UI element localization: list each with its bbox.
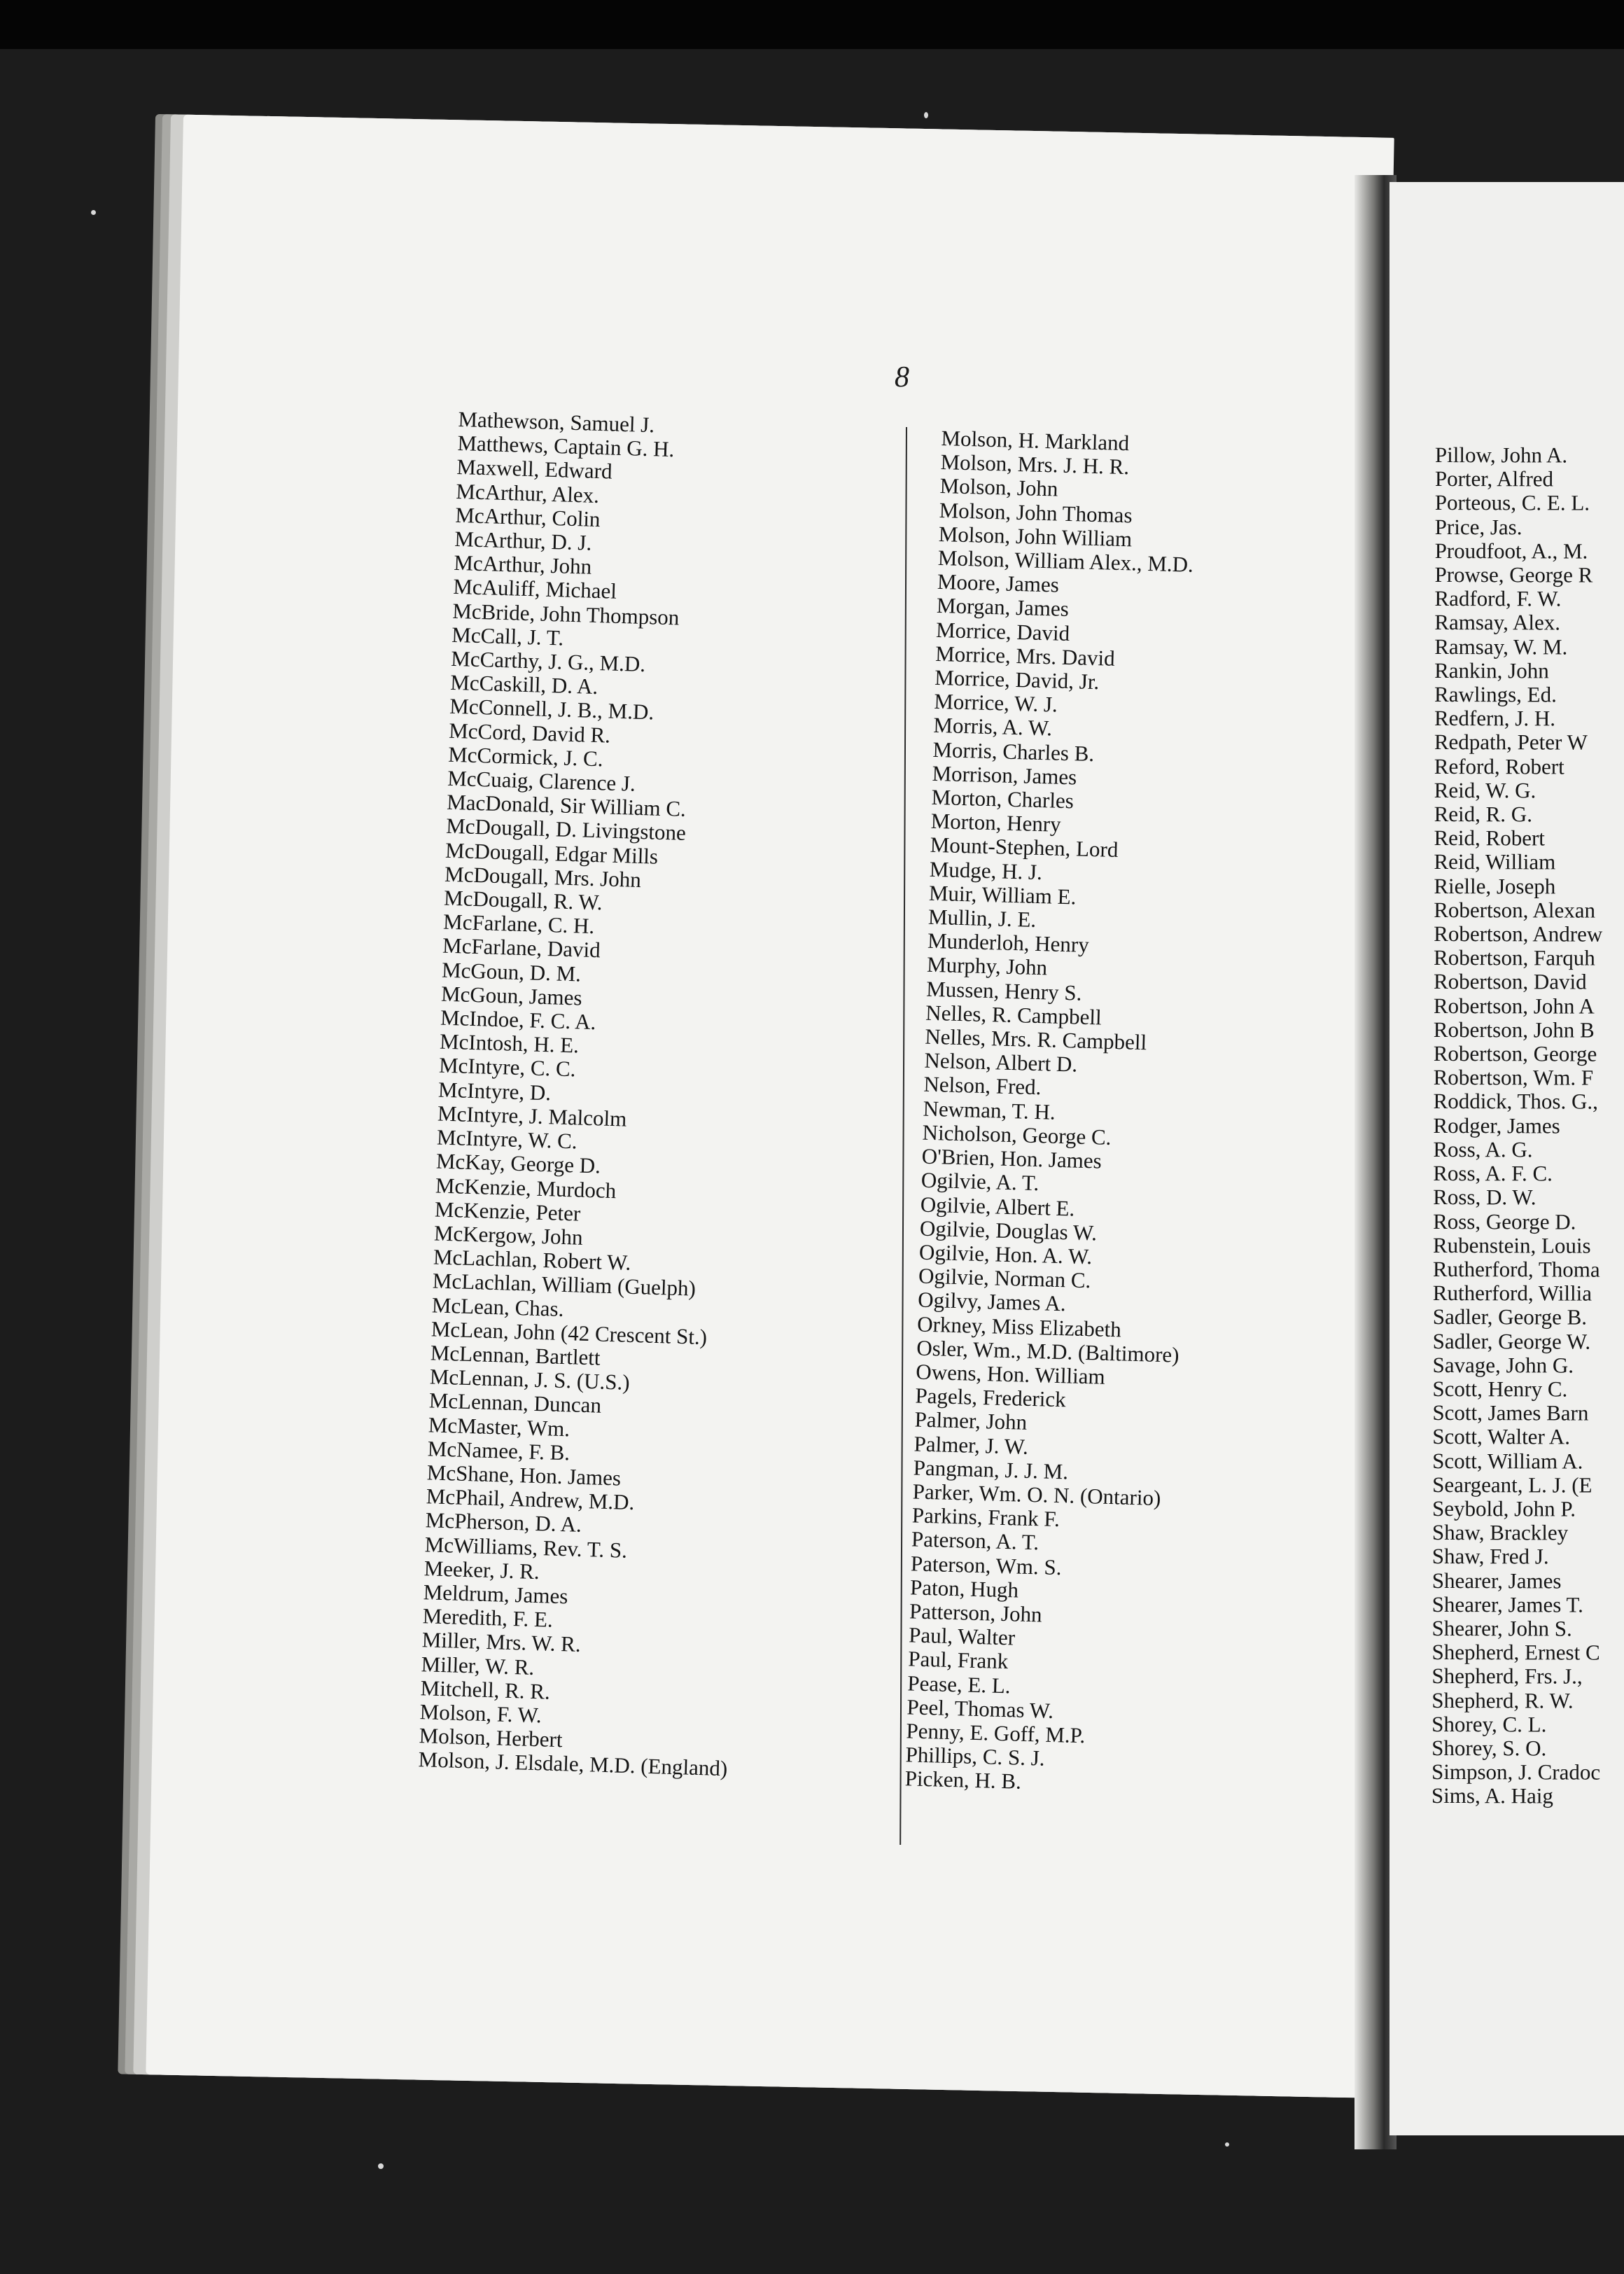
list-item: Morrice, Mrs. David <box>934 641 1116 671</box>
list-item: Parkins, Frank F. <box>911 1502 1060 1532</box>
list-item: Palmer, J. W. <box>913 1431 1029 1459</box>
list-item: Molson, Mrs. J. H. R. <box>940 449 1130 480</box>
name-list-column-1 <box>418 407 767 1781</box>
list-item: Mussen, Henry S. <box>925 976 1082 1005</box>
list-item: Redpath, Peter W <box>1434 730 1588 755</box>
list-item: Meeker, J. R. <box>424 1556 540 1584</box>
dust-speck <box>924 112 928 118</box>
list-item: Price, Jas. <box>1434 514 1522 539</box>
list-item: Parker, Wm. O. N. (Ontario) <box>912 1479 1161 1510</box>
list-item: Reid, William <box>1434 849 1556 874</box>
list-item: McCarthy, J. G., M.D. <box>450 646 646 677</box>
list-item: McKergow, John <box>433 1220 584 1250</box>
list-item: Morris, Charles B. <box>932 737 1095 766</box>
list-item: MacDonald, Sir William C. <box>446 790 687 822</box>
list-item: Molson, F. W. <box>419 1699 542 1728</box>
list-item: Ogilvie, Albert E. <box>920 1192 1075 1221</box>
list-item: Shorey, S. O. <box>1432 1735 1547 1761</box>
list-item: Nelson, Albert D. <box>924 1047 1078 1077</box>
list-item: Picken, H. B. <box>904 1766 1022 1794</box>
list-item: McCormick, J. C. <box>447 741 604 772</box>
list-item: Reid, Robert <box>1434 825 1545 851</box>
list-item: Rodger, James <box>1433 1112 1560 1138</box>
list-item: Robertson, John A <box>1433 993 1595 1019</box>
list-item: Shaw, Brackley <box>1432 1520 1569 1545</box>
list-item: Proudfoot, A., M. <box>1434 538 1588 564</box>
list-item: McPherson, D. A. <box>425 1507 582 1537</box>
list-item: O'Brien, Hon. James <box>921 1143 1102 1173</box>
list-item: McBride, John Thompson <box>451 598 680 630</box>
list-item: Roddick, Thos. G., <box>1433 1089 1598 1115</box>
list-item: McGoun, James <box>440 981 583 1010</box>
list-item: Seybold, John P. <box>1432 1495 1576 1521</box>
list-item: Owens, Hon. William <box>915 1359 1106 1389</box>
list-item: Miller, Mrs. W. R. <box>421 1627 582 1657</box>
list-item: Scott, James Barn <box>1432 1400 1589 1425</box>
list-item: McFarlane, C. H. <box>442 909 595 939</box>
list-item: Mudge, H. J. <box>929 856 1043 884</box>
list-item: Pease, E. L. <box>906 1670 1011 1698</box>
list-item: Paterson, Wm. S. <box>910 1550 1063 1579</box>
list-item: Shearer, James <box>1432 1568 1562 1593</box>
list-item: Mount-Stephen, Lord <box>930 832 1119 863</box>
list-item: Maxwell, Edward <box>456 454 613 484</box>
list-item: Shearer, John S. <box>1432 1615 1572 1641</box>
list-item: Newman, T. H. <box>923 1096 1056 1124</box>
list-item: Pagels, Frederick <box>915 1383 1067 1412</box>
list-item: Ross, A. F. C. <box>1433 1161 1553 1186</box>
list-item: Shaw, Fred J. <box>1432 1544 1549 1569</box>
list-item: Scott, William A. <box>1432 1448 1583 1474</box>
list-item: Mathewson, Samuel J. <box>457 407 655 438</box>
list-item: McArthur, Alex. <box>455 478 600 508</box>
list-item: Morton, Henry <box>930 809 1062 837</box>
list-item: McMaster, Wm. <box>428 1411 570 1441</box>
left-page <box>146 115 1394 2098</box>
list-item: McIndoe, F. C. A. <box>440 1005 596 1035</box>
list-item: Shepherd, R. W. <box>1432 1687 1574 1713</box>
list-item: Sims, A. Haig <box>1431 1783 1553 1808</box>
list-item: Rankin, John <box>1434 657 1549 683</box>
list-item: Molson, John William <box>938 521 1133 552</box>
list-item: Scott, Walter A. <box>1432 1424 1571 1449</box>
list-item: McLennan, J. S. (U.S.) <box>429 1364 631 1395</box>
list-item: McLean, John (42 Crescent St.) <box>430 1316 708 1349</box>
list-item: Ross, George D. <box>1433 1208 1576 1234</box>
list-item: McKenzie, Murdoch <box>435 1173 617 1203</box>
list-item: McIntosh, H. E. <box>439 1028 580 1058</box>
list-item: McConnell, J. B., M.D. <box>449 694 654 725</box>
list-item: Ross, D. W. <box>1433 1185 1536 1210</box>
list-item: Scott, Henry C. <box>1432 1376 1568 1402</box>
list-item: Paterson, A. T. <box>911 1526 1040 1555</box>
list-item: Robertson, George <box>1433 1041 1597 1066</box>
list-item: McPhail, Andrew, M.D. <box>426 1484 635 1515</box>
list-item: Nelles, Mrs. R. Campbell <box>924 1024 1147 1055</box>
list-item: Shorey, C. L. <box>1432 1711 1547 1737</box>
list-item: Shepherd, Ernest C <box>1432 1640 1600 1665</box>
list-item: McKenzie, Peter <box>434 1197 581 1226</box>
list-item: Rutherford, Thoma <box>1432 1256 1600 1282</box>
list-item: Morrice, David <box>935 617 1070 646</box>
list-item: Porteous, C. E. L. <box>1434 490 1590 515</box>
list-item: Pangman, J. J. M. <box>913 1455 1069 1484</box>
list-item: McIntyre, C. C. <box>438 1053 577 1082</box>
list-item: Osler, Wm., M.D. (Baltimore) <box>916 1335 1180 1367</box>
list-item: Meldrum, James <box>423 1579 568 1609</box>
list-item: Shearer, James T. <box>1432 1591 1583 1617</box>
list-item: Morgan, James <box>936 593 1070 622</box>
list-item: Molson, J. Elsdale, M.D. (England) <box>418 1747 728 1781</box>
list-item: Molson, John <box>939 473 1058 501</box>
list-item: Rawlings, Ed. <box>1434 682 1557 707</box>
list-item: Mullin, J. E. <box>927 904 1037 932</box>
list-item: Nelles, R. Campbell <box>925 1000 1102 1030</box>
list-item: Redfern, J. H. <box>1434 706 1556 731</box>
list-item: Muir, William E. <box>928 880 1077 909</box>
list-item: Robertson, John B <box>1433 1017 1595 1042</box>
list-item: Meredith, F. E. <box>422 1603 554 1632</box>
list-item: McIntyre, W. C. <box>436 1124 578 1154</box>
list-item: Molson, H. Markland <box>941 426 1130 456</box>
list-item: McFarlane, David <box>442 933 601 963</box>
list-item: Pillow, John A. <box>1434 442 1568 468</box>
list-item: Ogilvie, Douglas W. <box>919 1215 1098 1246</box>
list-item: Phillips, C. S. J. <box>905 1742 1046 1771</box>
list-item: Sadler, George B. <box>1432 1304 1588 1330</box>
list-item: McArthur, John <box>453 550 592 579</box>
list-item: Reid, R. G. <box>1434 802 1533 827</box>
list-item: Robertson, Alexan <box>1434 897 1596 923</box>
list-item: Ramsay, W. M. <box>1434 634 1568 660</box>
list-item: Mitchell, R. R. <box>420 1675 551 1704</box>
list-item: Reford, Robert <box>1434 753 1564 779</box>
list-item: McCall, J. T. <box>451 622 564 650</box>
list-item: Murphy, John <box>926 952 1048 980</box>
list-item: Rielle, Joseph <box>1434 873 1556 899</box>
page-number: 8 <box>895 361 909 393</box>
list-item: Simpson, J. Cradoc <box>1431 1759 1601 1785</box>
list-item: Paton, Hugh <box>909 1575 1019 1603</box>
list-item: Paul, Walter <box>908 1622 1016 1650</box>
list-item: McDougall, Edgar Mills <box>444 837 659 869</box>
list-item: McAuliff, Michael <box>452 574 617 604</box>
list-item: Savage, John G. <box>1432 1352 1574 1378</box>
list-item: Ogilvie, Norman C. <box>918 1263 1091 1293</box>
list-item: Molson, William Alex., M.D. <box>937 545 1194 577</box>
list-item: Molson, John Thomas <box>939 497 1133 528</box>
list-item: McNamee, F. B. <box>427 1436 570 1465</box>
list-item: Nelson, Fred. <box>923 1072 1042 1100</box>
list-item: Morrice, W. J. <box>933 689 1058 717</box>
list-item: Morrice, David, Jr. <box>934 664 1100 695</box>
list-item: Shepherd, Frs. J., <box>1432 1663 1583 1689</box>
name-list-column-3 <box>1432 443 1604 1808</box>
list-item: Seargeant, L. J. (E <box>1432 1472 1592 1498</box>
list-item: Ogilvie, Hon. A. W. <box>918 1239 1093 1269</box>
list-item: Palmer, John <box>914 1407 1028 1435</box>
list-item: Robertson, Andrew <box>1434 921 1603 947</box>
list-item: Robertson, Farquh <box>1434 945 1595 970</box>
list-item: McIntyre, J. Malcolm <box>437 1101 627 1131</box>
list-item: McGoun, D. M. <box>441 957 582 986</box>
list-item: Robertson, David <box>1433 969 1587 995</box>
list-item: McArthur, Colin <box>454 502 601 531</box>
list-item: McDougall, Mrs. John <box>444 861 642 892</box>
name-list-column-2 <box>904 426 1204 1798</box>
list-item: McLennan, Bartlett <box>430 1340 601 1370</box>
list-item: Ogilvy, James A. <box>917 1287 1067 1316</box>
list-item: Morris, A. W. <box>932 713 1053 741</box>
list-item: McCord, David R. <box>448 718 611 748</box>
list-item: McLachlan, Robert W. <box>433 1244 631 1275</box>
list-item: Molson, Herbert <box>419 1723 564 1752</box>
list-item: McKay, George D. <box>435 1148 601 1178</box>
list-item: McDougall, D. Livingstone <box>445 814 687 846</box>
list-item: McLennan, Duncan <box>428 1388 602 1418</box>
dust-speck <box>378 2163 384 2169</box>
list-item: Ross, A. G. <box>1433 1136 1533 1162</box>
list-item: Orkney, Miss Elizabeth <box>916 1311 1122 1341</box>
list-item: Porter, Alfred <box>1434 466 1554 491</box>
list-item: Morton, Charles <box>931 784 1074 814</box>
list-item: Rubenstein, Louis <box>1432 1232 1591 1258</box>
list-item: McLachlan, William (Guelph) <box>432 1268 696 1301</box>
list-item: McLean, Chas. <box>431 1292 564 1321</box>
list-item: Ramsay, Alex. <box>1434 610 1561 635</box>
list-item: McCuaig, Clarence J. <box>447 765 636 796</box>
list-item: Penny, E. Goff, M.P. <box>906 1718 1086 1748</box>
list-item: McShane, Hon. James <box>426 1460 622 1491</box>
list-item: Nicholson, George C. <box>922 1119 1112 1150</box>
list-item: Reid, W. G. <box>1434 777 1536 803</box>
list-item: Peel, Thomas W. <box>906 1694 1054 1723</box>
list-item: McIntyre, D. <box>438 1077 552 1105</box>
list-item: Sadler, George W. <box>1432 1328 1591 1354</box>
list-item: Robertson, Wm. F <box>1433 1065 1594 1090</box>
list-item: McWilliams, Rev. T. S. <box>424 1531 628 1563</box>
scan-top-band <box>0 0 1624 49</box>
list-item: Munderloh, Henry <box>927 928 1090 958</box>
list-item: Morrison, James <box>932 760 1077 790</box>
dust-speck <box>1225 2142 1229 2147</box>
list-item: Patterson, John <box>909 1598 1043 1627</box>
dust-speck <box>91 210 96 215</box>
list-item: McDougall, R. W. <box>443 885 603 915</box>
list-item: McCaskill, D. A. <box>449 670 598 699</box>
list-item: Prowse, George R <box>1434 562 1593 587</box>
list-item: Radford, F. W. <box>1434 586 1562 611</box>
list-item: Ogilvie, A. T. <box>920 1167 1040 1196</box>
list-item: Matthews, Captain G. H. <box>456 431 675 462</box>
list-item: Rutherford, Willia <box>1432 1281 1592 1306</box>
list-item: McArthur, D. J. <box>454 526 592 555</box>
list-item: Moore, James <box>937 569 1060 597</box>
list-item: Paul, Frank <box>907 1646 1009 1674</box>
list-item: Miller, W. R. <box>421 1651 535 1680</box>
